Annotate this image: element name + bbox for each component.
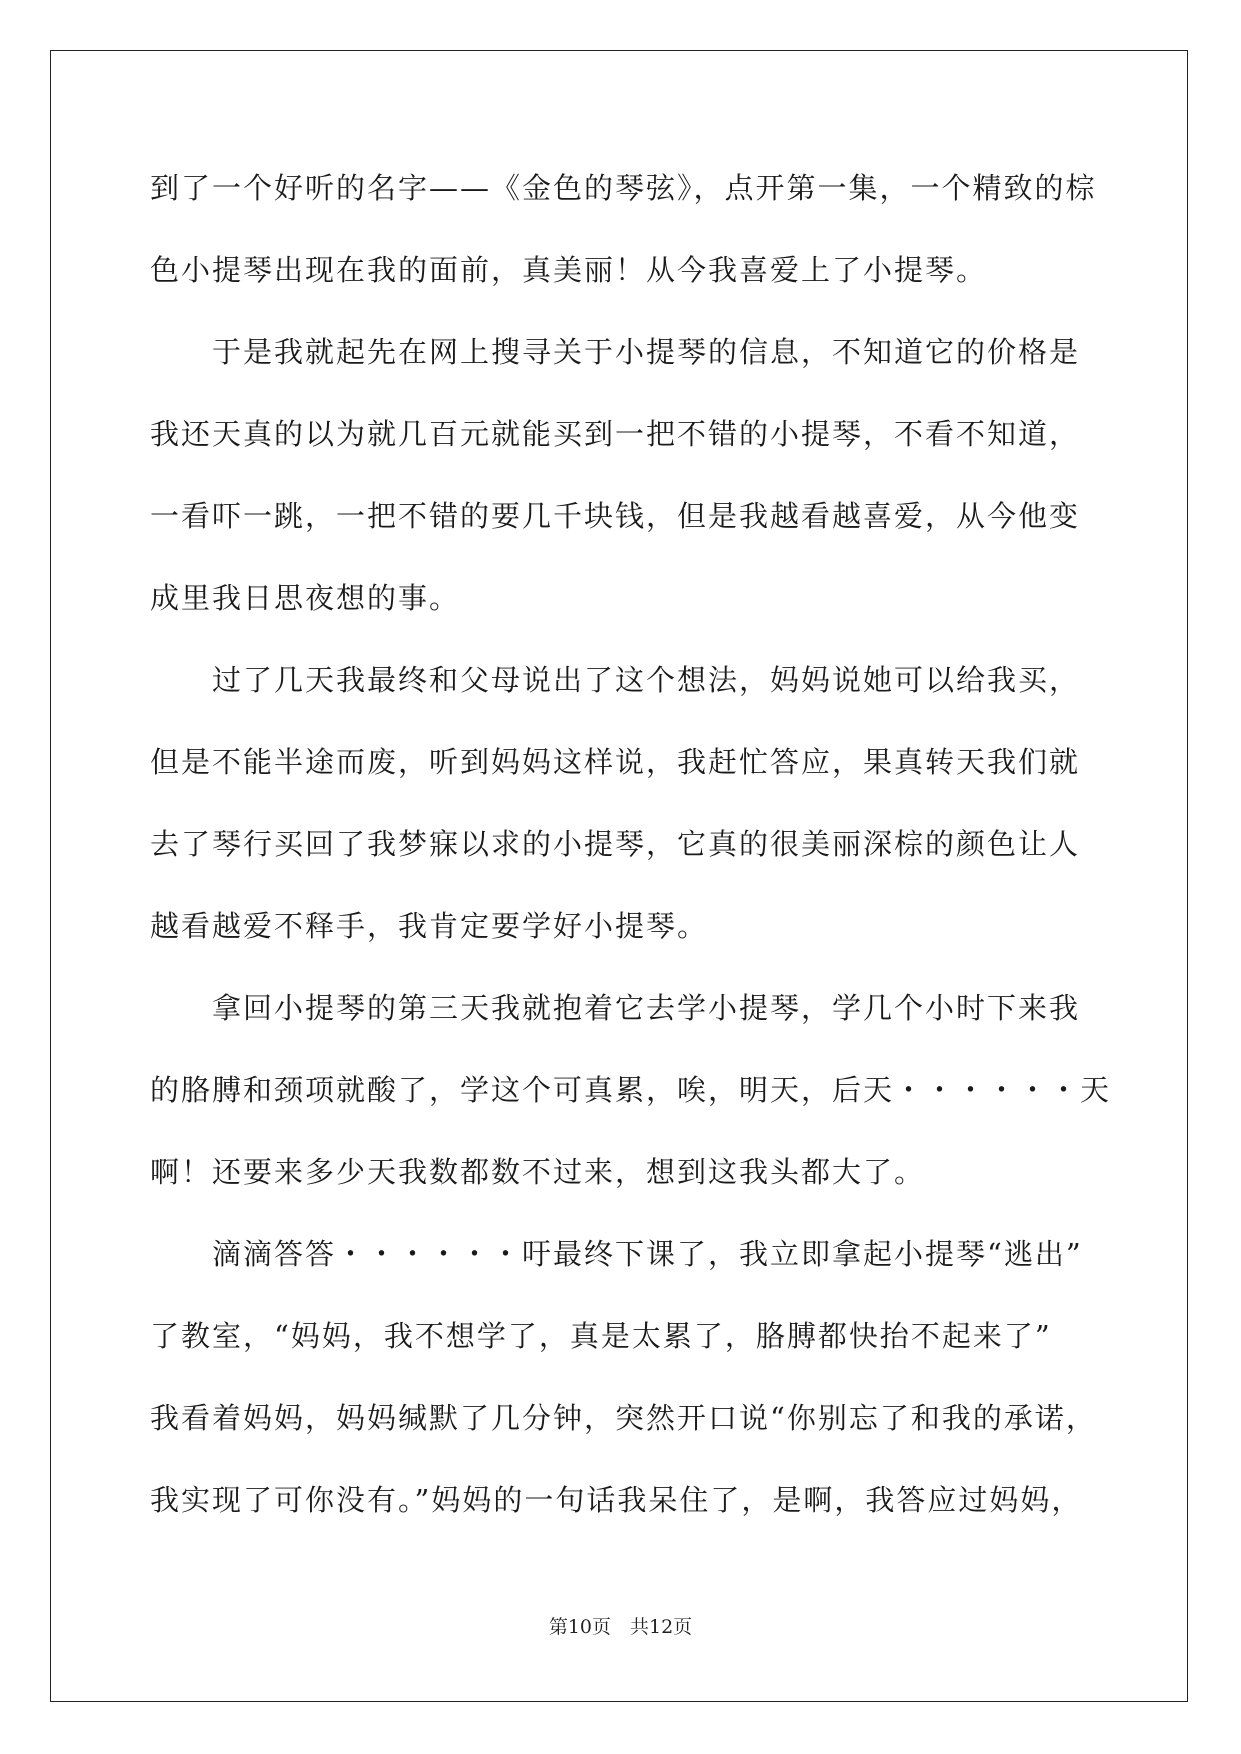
page-number-label: 第10页 共12页 — [548, 1616, 693, 1638]
text-line: 过了几天我最终和父母说出了这个想法，妈妈说她可以给我买， — [150, 663, 1081, 697]
text-line: 了教室，“妈妈，我不想学了，真是太累了，胳膊都快抬不起来了” — [150, 1319, 1052, 1353]
document-body — [150, 160, 1112, 1554]
text-line: 拿回小提琴的第三天我就抱着它去学小提琴，学几个小时下来我 — [150, 991, 1081, 1025]
text-line: 成里我日思夜想的事。 — [150, 581, 461, 615]
text-line: 越看越爱不释手，我肯定要学好小提琴。 — [150, 909, 709, 943]
text-line: 我实现了可你没有。”妈妈的一句话我呆住了，是啊，我答应过妈妈， — [150, 1483, 1083, 1517]
text-line: 但是不能半途而废，听到妈妈这样说，我赶忙答应，果真转天我们就 — [150, 745, 1081, 779]
text-line: 的胳膊和颈项就酸了，学这个可真累，唉，明天，后天・・・・・・天 — [150, 1073, 1112, 1107]
page-footer — [0, 1612, 1241, 1639]
text-line: 我还天真的以为就几百元就能买到一把不错的小提琴，不看不知道， — [150, 417, 1081, 451]
text-line: 色小提琴出现在我的面前，真美丽！从今我喜爱上了小提琴。 — [150, 253, 988, 287]
text-line: 于是我就起先在网上搜寻关于小提琴的信息，不知道它的价格是 — [150, 335, 1081, 369]
text-line: 滴滴答答・・・・・・吁最终下课了，我立即拿起小提琴“逃出” — [150, 1237, 1083, 1271]
text-line: 去了琴行买回了我梦寐以求的小提琴，它真的很美丽深棕的颜色让人 — [150, 827, 1081, 861]
text-line: 啊！还要来多少天我数都数不过来，想到这我头都大了。 — [150, 1155, 926, 1189]
text-line: 一看吓一跳，一把不错的要几千块钱，但是我越看越喜爱，从今他变 — [150, 499, 1081, 533]
text-line: 到了一个好听的名字——《金色的琴弦》，点开第一集，一个精致的棕 — [150, 171, 1097, 205]
text-line: 我看着妈妈，妈妈缄默了几分钟，突然开口说“你别忘了和我的承诺， — [150, 1401, 1097, 1435]
